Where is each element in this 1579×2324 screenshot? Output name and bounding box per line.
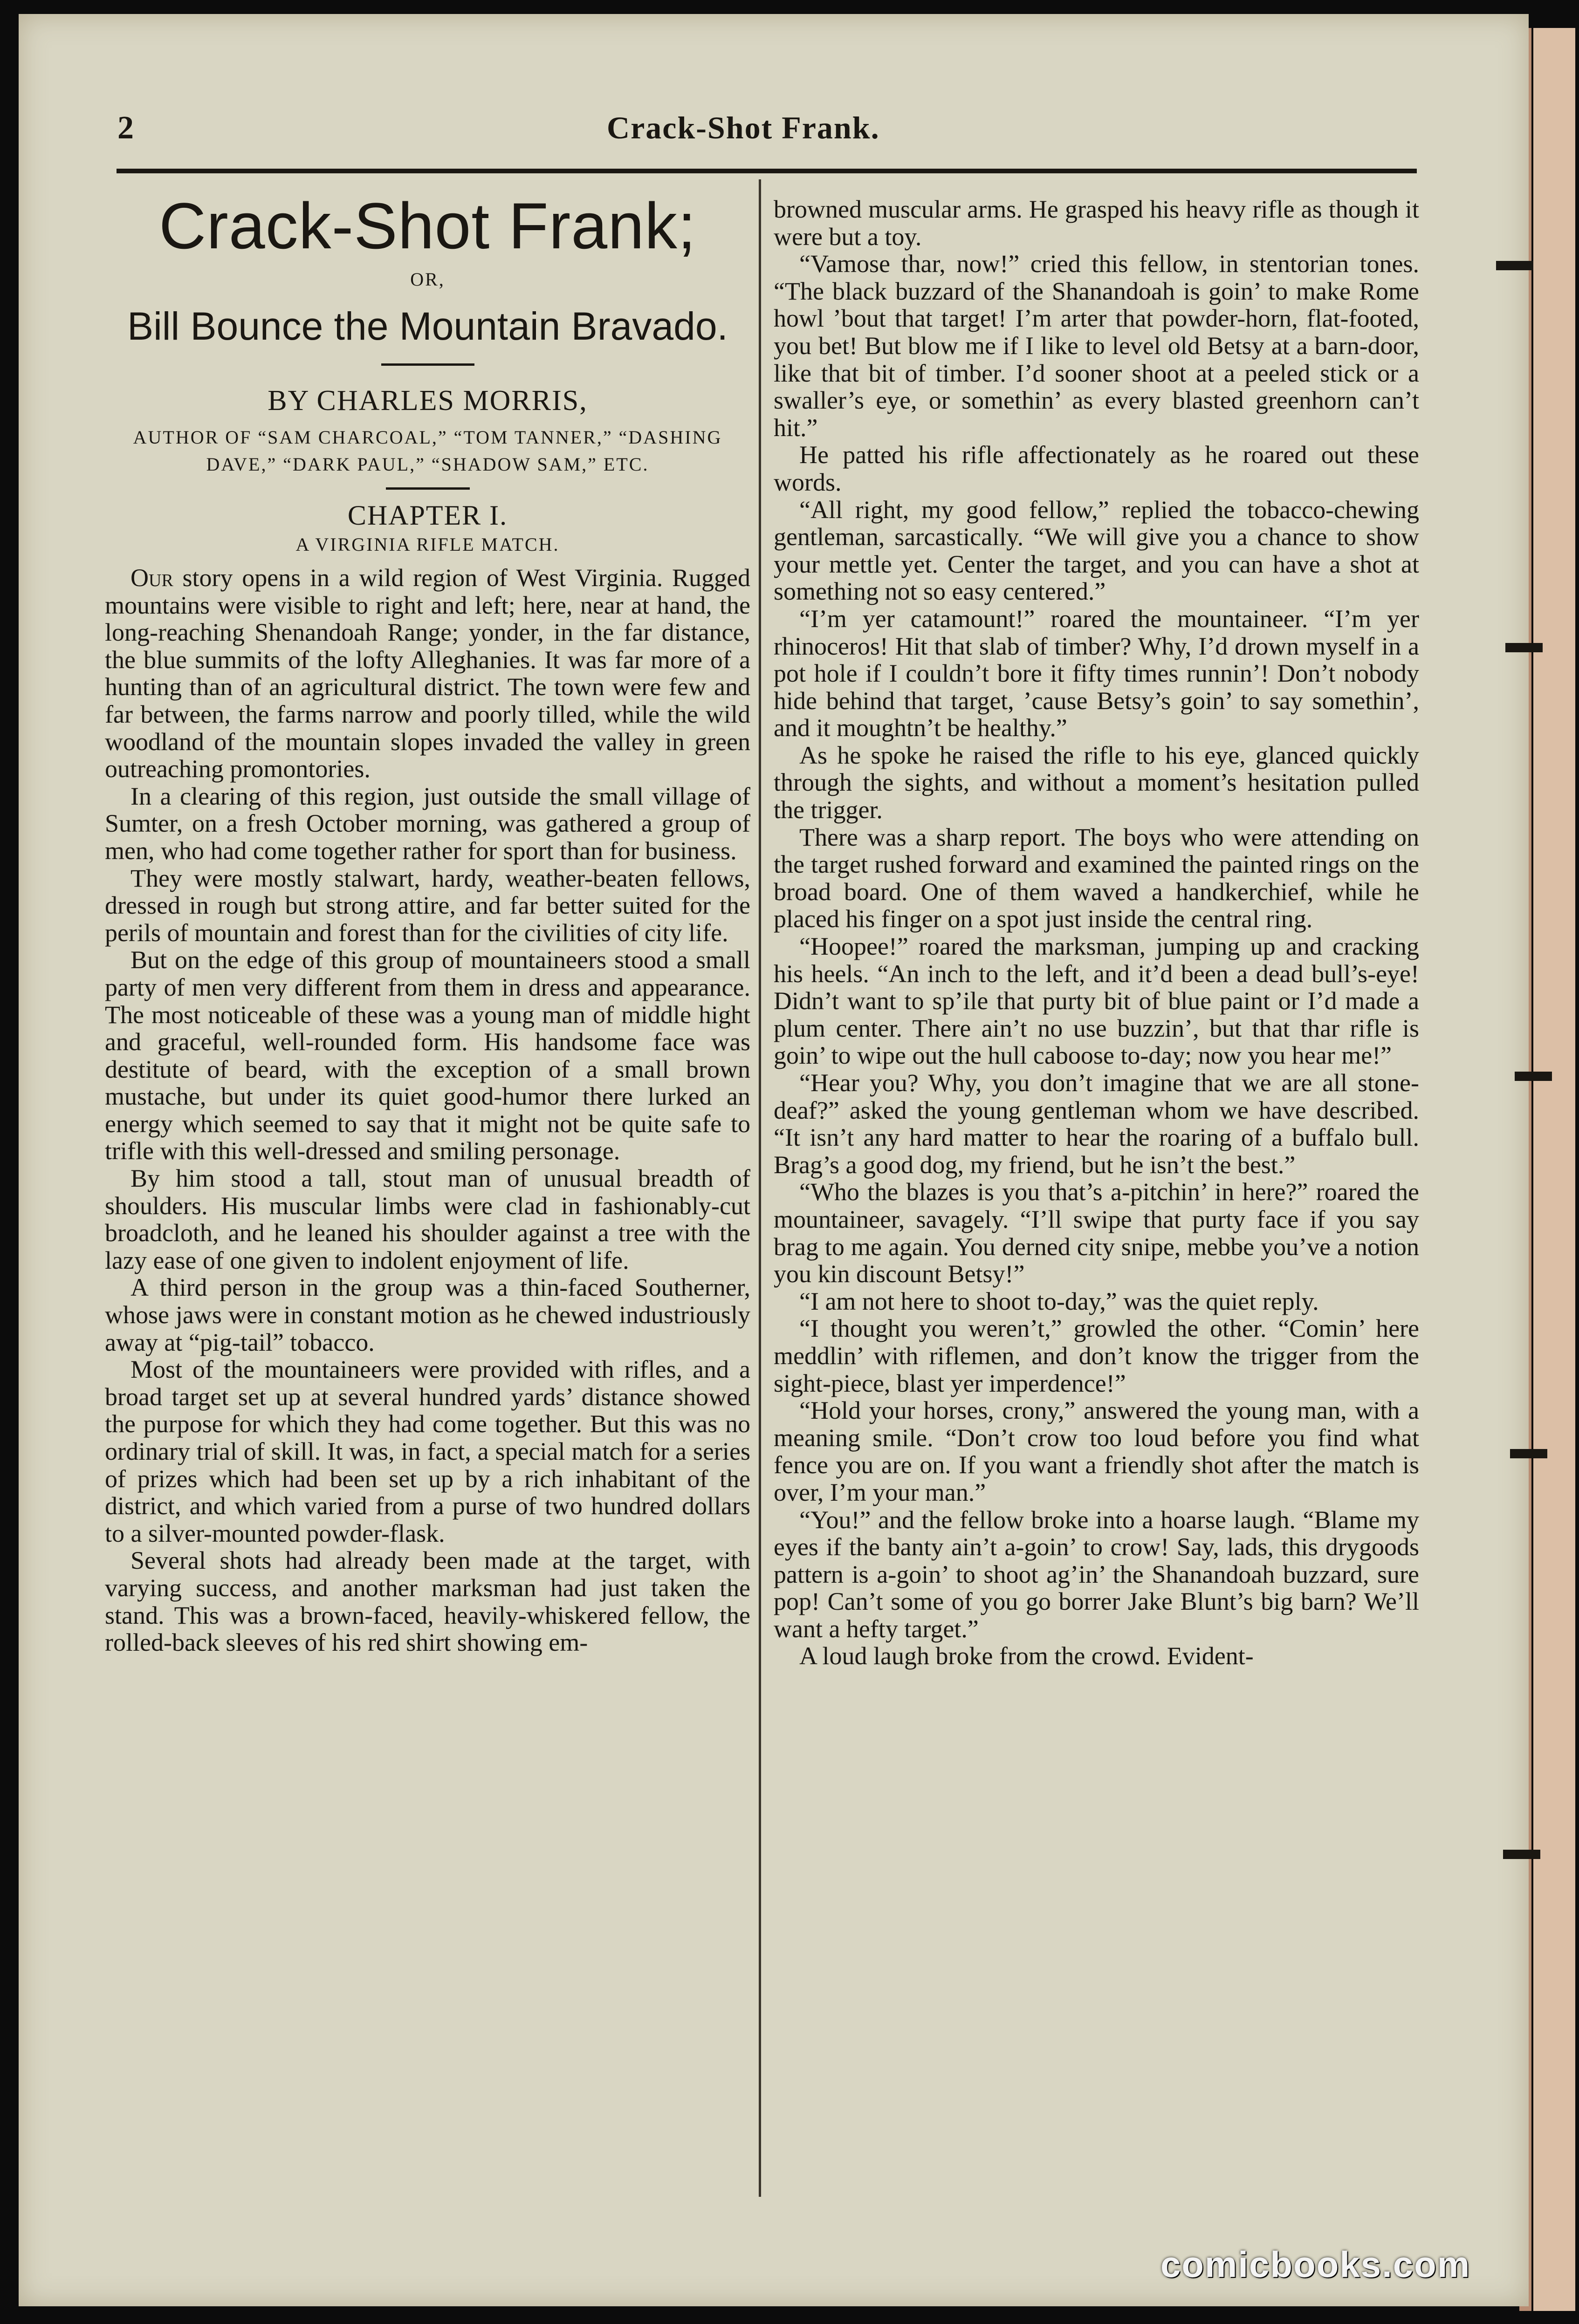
left-column	[105, 175, 750, 2201]
adjacent-page-edge	[1533, 28, 1575, 2311]
paragraph: “All right, my good fellow,” replied the tobacco-chewing gentleman, sarcastically. “We will give you a chance to show your mettle yet. Center the target, and you can have a shot at something not so easy centered.”	[774, 495, 1419, 606]
paragraph: Most of the mountaineers were provided with rifles, and a broad target set up at several hundred yards’ distance showed the purpose for which they had come together. But this was no ordinary trial of skill. It was, in fact, a special match for a series of prizes which had been set up by a rich inhabitant of the district, and which varied from a purse of two hundred dollars to a silver-mounted powder-flask.	[105, 1355, 750, 1547]
right-column	[774, 196, 1419, 2199]
paragraph: “You!” and the fellow broke into a hoarse laugh. “Blame my eyes if the banty ain’t a-goin’ to crow! Say, lads, this drygoods pattern is a-goin’ to shoot ag’in’ the Shanandoah buzzard, sure pop! Can’t some of you go borrer Jake Blunt’s big barn? We’ll want a hefty target.”	[774, 1505, 1419, 1643]
paragraph: “Hold your horses, crony,” answered the young man, with a meaning smile. “Don’t crow too loud before you find what fence you are on. If you want a friendly shot after the match is over, I’m your man.”	[774, 1396, 1419, 1506]
page-header	[117, 109, 1418, 161]
paragraph: In a clearing of this region, just outside the small village of Sumter, on a fresh October morning, was gathered a group of men, who had come together rather for sport than for business.	[105, 782, 750, 865]
source-watermark: comicbooks.com	[1160, 2244, 1471, 2285]
binding-mark	[1496, 261, 1533, 270]
paragraph: “Hear you? Why, you don’t imagine that we are all stone-deaf?” asked the young gentleman whom we have described. “It isn’t any hard matter to hear the roaring of a buffalo bull. Brag’s a good dog, my friend, but he isn’t the best.”	[774, 1069, 1419, 1179]
drop-word: Our	[130, 564, 173, 592]
chapter-heading: CHAPTER I.	[347, 500, 508, 531]
paragraph: There was a sharp report. The boys who were attending on the target rushed forward and examined the painted rings on the broad board. One of them waved a handkerchief, while he placed his finger on a spot just inside the central ring.	[774, 823, 1419, 933]
paragraph-text: story opens in a wild region of West Virginia. Rugged mountains were visible to right and left; here, near at hand, the long-reaching Shenandoah Range; yonder, in the far distance, the blue summits of the lofty Alleghanies. It was far more of a hunting than of an agricultural district. The town were few and far between, the farms narrow and poorly tilled, while the wild woodland of the mountain slopes invaded the valley in green outreaching promontories.	[105, 564, 750, 783]
page-number: 2	[117, 110, 134, 146]
author-credits: AUTHOR OF “SAM CHARCOAL,” “TOM TANNER,” “DASHING DAVE,” “DARK PAUL,” “SHADOW SAM,” ETC.	[133, 427, 722, 475]
paragraph: A loud laugh broke from the crowd. Evident-	[799, 1642, 1254, 1670]
paragraph: “I am not here to shoot to-day,” was the quiet reply.	[799, 1287, 1319, 1315]
paragraph: Several shots had already been made at the target, with varying success, and another marksman had just taken the stand. This was a brown-faced, heavily-whiskered fellow, the rolled-back sleeves of his red shirt showing em-	[105, 1546, 750, 1657]
story-subtitle: Bill Bounce the Mountain Bravado.	[127, 304, 728, 348]
paragraph: “I thought you weren’t,” growled the other. “Comin’ here meddlin’ with riflemen, and don’t know the trigger from the sight-piece, blast yer imperdence!”	[774, 1314, 1419, 1397]
binding-mark	[1503, 1850, 1540, 1859]
paragraph: A third person in the group was a thin-faced Southerner, whose jaws were in constant motion as he chewed industriously away at “pig-tail” tobacco.	[105, 1273, 750, 1356]
paragraph: “Who the blazes is you that’s a-pitchin’ in here?” roared the mountaineer, savagely. “I’ll swipe that purty face if you say brag to me again. You derned city snipe, mebbe you’ve a notion you kin discount Betsy!”	[774, 1178, 1419, 1288]
binding-mark	[1515, 1072, 1552, 1081]
paragraph: He patted his rifle affectionately as he roared out these words.	[774, 441, 1419, 496]
column-divider	[759, 179, 761, 2197]
paragraph: They were mostly stalwart, hardy, weather-beaten fellows, dressed in rough but strong attire, and far better suited for the perils of mountain and forest than for the civilities of city life.	[105, 864, 750, 947]
paragraph: By him stood a tall, stout man of unusual breadth of shoulders. His muscular limbs were clad in fashionably-cut broadcloth, and he leaned his shoulder against a tree with the lazy ease of one given to indolent enjoyment of life.	[105, 1164, 750, 1274]
paragraph: “Vamose thar, now!” cried this fellow, in stentorian tones. “The black buzzard of the Shanandoah is goin’ to make Rome howl ’bout that target! I’m arter that powder-horn, flat-footed, you bet! But blow me if I like to level old Betsy at a barn-door, like that bit of timber. I’d sooner shoot at a peeled stick or a swaller’s eye, or somethin’ as every blasted greenhorn can’t hit.”	[774, 250, 1419, 442]
paragraph: “Hoopee!” roared the marksman, jumping up and cracking his heels. “An inch to the left, and it’d been a dead bull’s-eye! Didn’t want to sp’ile that purty bit of blue paint or I’d made a plum center. There ain’t no use buzzin’, but that thar rifle is goin’ to wipe out the hull caboose to-day; now you hear me!”	[774, 932, 1419, 1070]
paragraph: As he spoke he raised the rifle to his eye, glanced quickly through the sights, and without a moment’s hesitation pulled the trigger.	[774, 741, 1419, 824]
paragraph: But on the edge of this group of mountaineers stood a small party of men very different from them in dress and appearance. The most noticeable of these was a young man of middle hight and graceful, well-rounded form. His handsome face was destitute of beard, with the exception of a small brown mustache, but under its quiet good-humor there lurked an energy which seemed to say that it might not be quite safe to trifle with this well-dressed and smiling personage.	[105, 946, 750, 1165]
title-or: OR,	[410, 269, 445, 290]
byline: BY CHARLES MORRIS,	[268, 385, 588, 417]
binding-mark	[1510, 1449, 1547, 1458]
binding-mark	[1505, 643, 1543, 652]
byline-rule	[386, 487, 470, 490]
paragraph-continuation: browned muscular arms. He grasped his heavy rifle as though it were but a toy.	[774, 195, 1419, 251]
running-title: Crack-Shot Frank.	[607, 110, 880, 145]
header-rule	[117, 169, 1417, 173]
paragraph	[105, 564, 750, 783]
story-title: Crack-Shot Frank;	[159, 189, 696, 262]
title-rule	[381, 363, 474, 366]
paragraph: “I’m yer catamount!” roared the mountaineer. “I’m yer rhinoceros! Hit that slab of timber? Why, I’d drown myself in a pot hole if I couldn’t bore it fifty times runnin’! Don’t nobody hide behind that target, ’cause Betsy’s goin’ to say somethin’, and it moughtn’t be healthy.”	[774, 604, 1419, 742]
chapter-title: A VIRGINIA RIFLE MATCH.	[295, 534, 560, 555]
